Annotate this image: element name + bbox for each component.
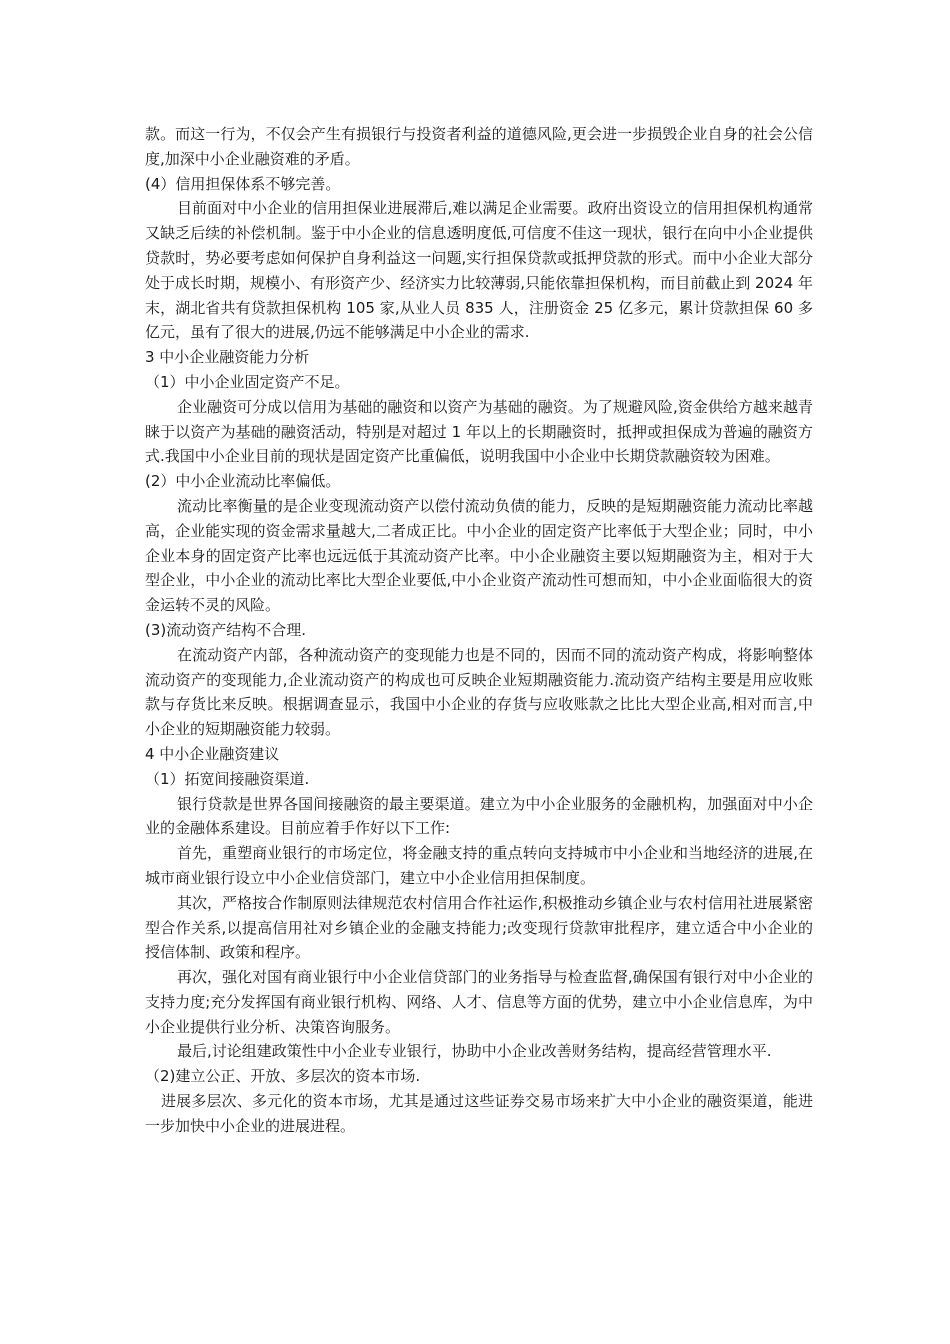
paragraph-fixed-assets: 企业融资可分成以信用为基础的融资和以资产为基础的融资。为了规避风险,资金供给方越来越青睐于以资产为基础的融资活动，特别是对超过 1 年以上的长期融资时，抵押或担保成为普遍的融资方式.我国中小企业目前的现状是固定资产比重偏低，说明我国中小企业中长期贷款融资较为困难。 [145, 397, 813, 466]
paragraph-credit-guarantee: 目前面对中小企业的信用担保业进展滞后,难以满足企业需要。政府出资设立的信用担保机构通常又缺乏后续的补偿机制。鉴于中小企业的信息透明度低,可信度不佳这一现状，银行在向中小企业提供贷款时，势必要考虑如何保护自身利益这一问题,实行担保贷款或抵押贷款的形式。而中小企业大部分处于成长时期，规模小、有形资产少、经济实力比较薄弱,只能依靠担保机构，而目前截止到 2024 年末，湖北省共有贷款担保机构 105 家,从业人员 835 人，注册资金 25 亿多元，累计贷款担保 60 多亿元，虽有了很大的进展,仍远不能够满足中小企业的需求. [145, 199, 813, 342]
heading-credit-guarantee: (4）信用担保体系不够完善。 [145, 174, 341, 193]
paragraph-capital-market: 进展多层次、多元化的资本市场，尤其是通过这些证券交易市场来扩大中小企业的融资渠道，能进一步加快中小企业的进展进程。 [145, 1092, 813, 1135]
heading-asset-structure: (3)流动资产结构不合理. [145, 620, 307, 639]
paragraph-finally: 最后,讨论组建政策性中小企业专业银行，协助中小企业改善财务结构，提高经营管理水平. [177, 1042, 772, 1061]
paragraph-first: 首先，重塑商业银行的市场定位，将金融支持的重点转向支持城市中小企业和当地经济的进展,在城市商业银行设立中小企业信贷部门，建立中小企业信用担保制度。 [145, 844, 813, 887]
heading-capital-market: （2)建立公正、开放、多层次的资本市场. [145, 1067, 421, 1086]
document-body [145, 122, 813, 1139]
paragraph-asset-structure: 在流动资产内部，各种流动资产的变现能力也是不同的，因而不同的流动资产构成，将影响整体流动资产的变现能力,企业流动资产的构成也可反映企业短期融资能力.流动资产结构主要是用应收账款与存货比来反映。根据调查显示，我国中小企业的存货与应收账款之比比大型企业高,相对而言,中小企业的短期融资能力较弱。 [145, 645, 813, 739]
paragraph-second: 其次，严格按合作制原则法律规范农村信用合作社运作,积极推动乡镇企业与农村信用社进展紧密型合作关系,以提高信用社对乡镇企业的金融支持能力;改变现行贷款审批程序，建立适合中小企业的授信体制、政策和程序。 [145, 893, 813, 962]
paragraph-bank-loans: 银行贷款是世界各国间接融资的最主要渠道。建立为中小企业服务的金融机构，加强面对中小企业的金融体系建设。目前应着手作好以下工作: [145, 794, 813, 838]
heading-current-ratio: (2）中小企业流动比率偏低。 [145, 472, 341, 491]
paragraph-current-ratio: 流动比率衡量的是企业变现流动资产以偿付流动负债的能力，反映的是短期融资能力流动比率越高，企业能实现的资金需求量越大,二者成正比。中小企业的固定资产比率低于大型企业；同时，中小企业本身的固定资产比率也远远低于其流动资产比率。中小企业融资主要以短期融资为主，相对于大型企业，中小企业的流动比率比大型企业要低,中小企业资产流动性可想而知，中小企业面临很大的资金运转不灵的风险。 [145, 496, 813, 615]
section-heading-financing-capacity: 3 中小企业融资能力分析 [145, 348, 310, 367]
paragraph-third: 再次，强化对国有商业银行中小企业信贷部门的业务指导与检查监督,确保国有银行对中小企业的支持力度;充分发挥国有商业银行机构、网络、人才、信息等方面的优势，建立中小企业信息库，为中小企业提供行业分析、决策咨询服务。 [145, 968, 813, 1036]
heading-fixed-assets: （1）中小企业固定资产不足。 [145, 372, 350, 391]
section-heading-financing-advice: 4 中小企业融资建议 [145, 744, 280, 763]
paragraph-continuation: 款。而这一行为，不仅会产生有损银行与投资者利益的道德风险,更会进一步损毁企业自身的社会公信度,加深中小企业融资难的矛盾。 [145, 125, 813, 168]
heading-indirect-financing: （1）拓宽间接融资渠道. [145, 769, 310, 788]
